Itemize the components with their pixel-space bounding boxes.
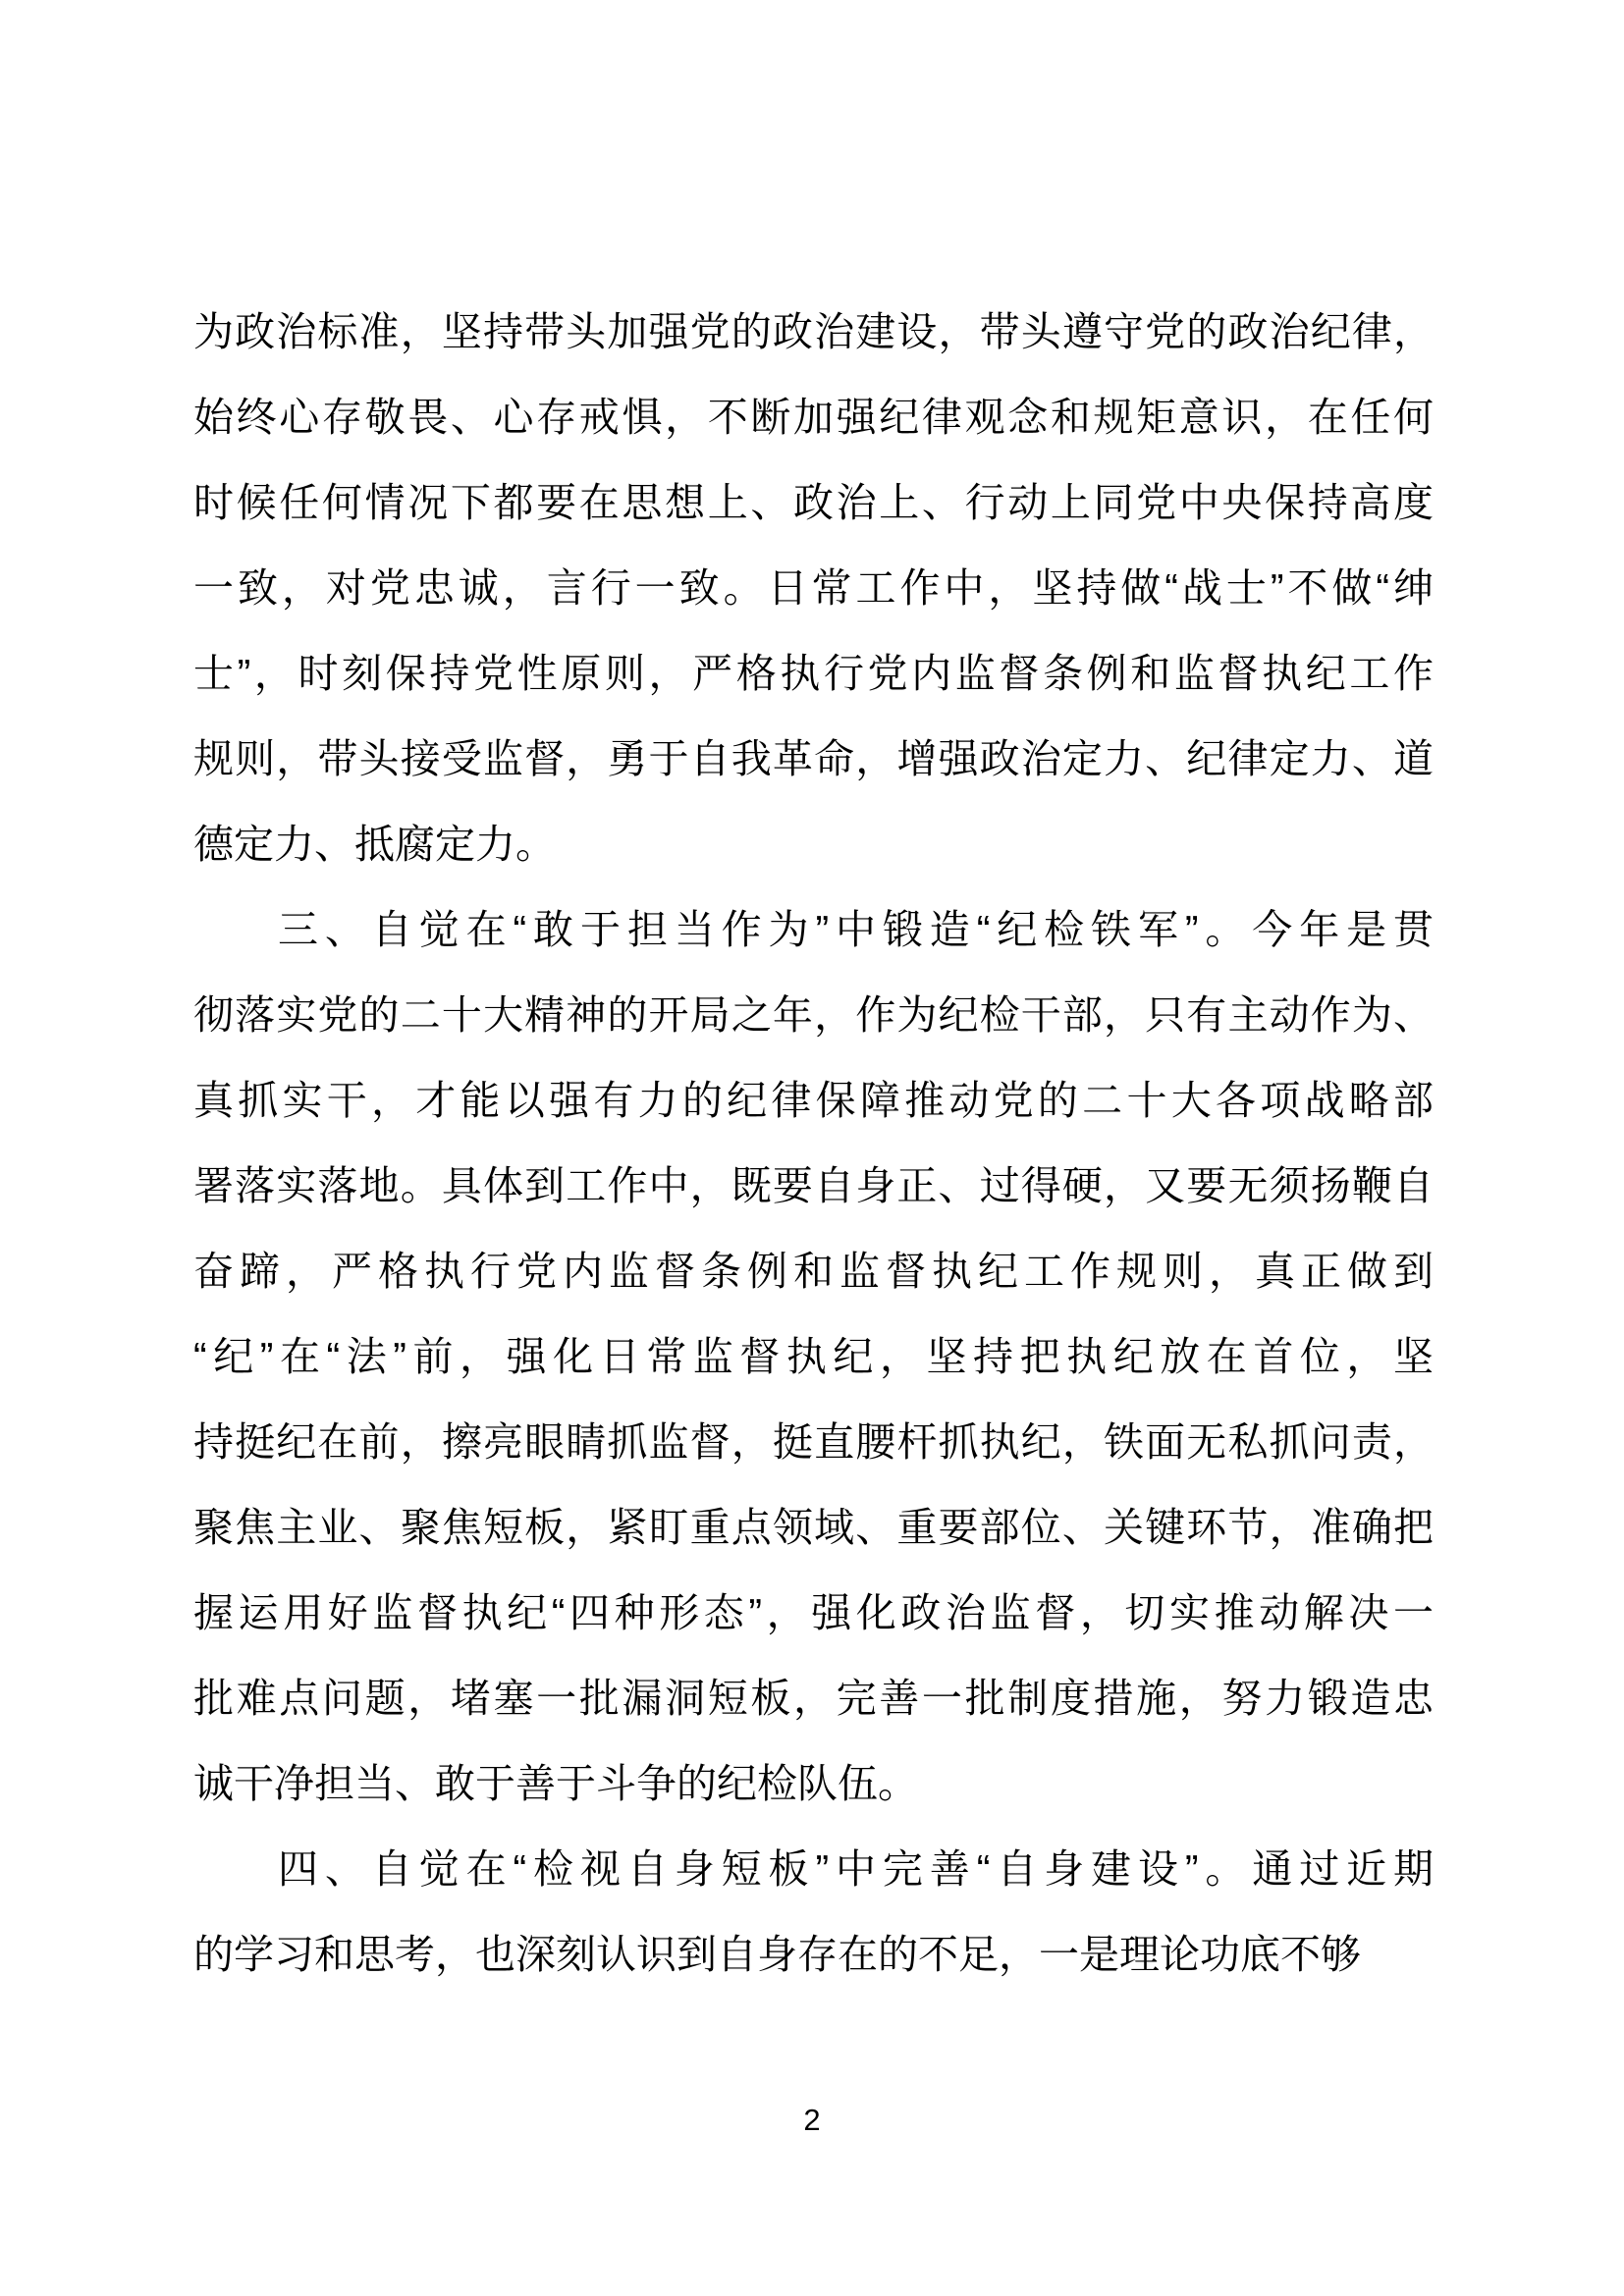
text-line: 持挺纪在前，擦亮眼睛抓监督，挺直腰杆抓执纪，铁面无私抓问责， <box>193 1419 1434 1465</box>
text-line: 规则，带头接受监督，勇于自我革命，增强政治定力、纪律定力、道 <box>193 736 1434 781</box>
text-line: 批难点问题，堵塞一批漏洞短板，完善一批制度措施，努力锻造忠 <box>193 1676 1434 1721</box>
text-line: 彻落实党的二十大精神的开局之年，作为纪检干部，只有主动作为、 <box>193 992 1434 1038</box>
text-line: 诚干净担当、敢于善于斗争的纪检队伍。 <box>193 1761 918 1806</box>
text-line: 德定力、抵腐定力。 <box>193 822 556 867</box>
text-line: 真抓实干，才能以强有力的纪律保障推动党的二十大各项战略部 <box>193 1078 1434 1123</box>
text-line: 士”，时刻保持党性原则，严格执行党内监督条例和监督执纪工作 <box>193 651 1434 696</box>
text-line: 一致，对党忠诚，言行一致。日常工作中，坚持做“战士”不做“绅 <box>193 565 1434 611</box>
text-line: 为政治标准，坚持带头加强党的政治建设，带头遵守党的政治纪律， <box>193 309 1434 354</box>
text-line: 握运用好监督执纪“四种形态”，强化政治监督，切实推动解决一 <box>193 1590 1434 1635</box>
text-line: “纪”在“法”前，强化日常监督执纪，坚持把执纪放在首位，坚 <box>193 1334 1434 1379</box>
text-line: 的学习和思考，也深刻认识到自身存在的不足，一是理论功底不够 <box>193 1932 1361 1977</box>
text-line-paragraph-start: 四、自觉在“检视自身短板”中完善“自身建设”。通过近期 <box>278 1846 1434 1892</box>
text-line: 始终心存敬畏、心存戒惧，不断加强纪律观念和规矩意识，在任何 <box>193 395 1434 440</box>
text-line: 聚焦主业、聚焦短板，紧盯重点领域、重要部位、关键环节，准确把 <box>193 1505 1434 1550</box>
text-line-paragraph-start: 三、自觉在“敢于担当作为”中锻造“纪检铁军”。今年是贯 <box>278 907 1434 952</box>
document-body <box>193 290 1434 1998</box>
text-line: 署落实落地。具体到工作中，既要自身正、过得硬，又要无须扬鞭自 <box>193 1163 1434 1208</box>
text-line: 时候任何情况下都要在思想上、政治上、行动上同党中央保持高度 <box>193 480 1434 525</box>
page-number: 2 <box>803 2103 821 2137</box>
text-line: 奋蹄，严格执行党内监督条例和监督执纪工作规则，真正做到 <box>193 1249 1434 1294</box>
